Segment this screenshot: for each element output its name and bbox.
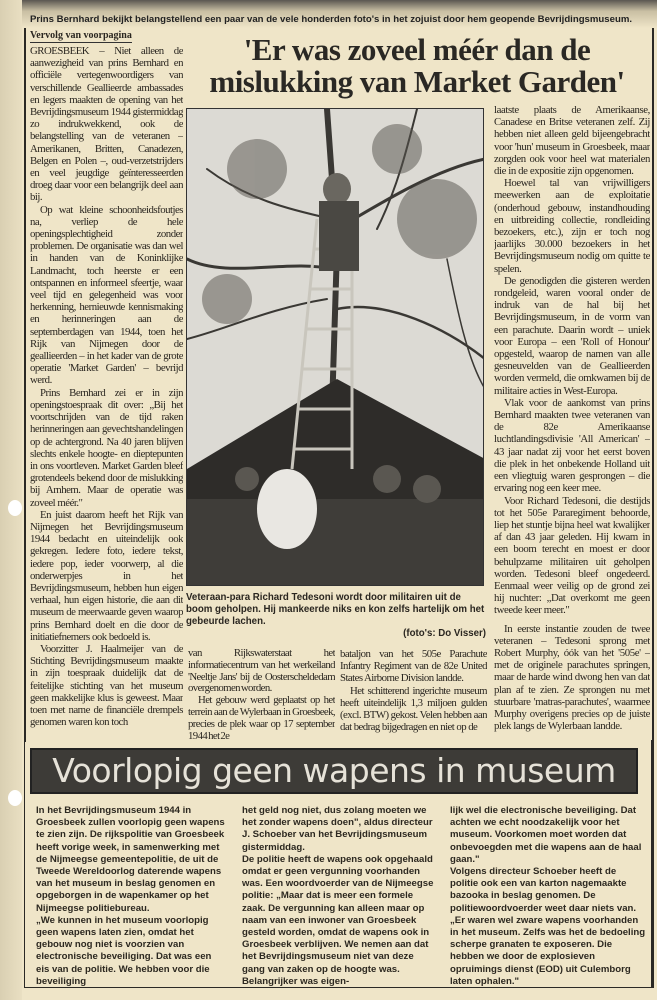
punch-hole — [8, 790, 22, 806]
paragraph: Voorzitter J. Haalmeijer van de Stichting Bevrijdingsmuseum maakte in zijn toespraak duidelijk dat de feitelijke stichting van het museum geen makkelijke klus is geweest. Maar toen met name de financiële drempels genomen waren kon toch — [30, 642, 183, 729]
news-photo — [186, 108, 484, 586]
middle-column-a — [188, 648, 335, 742]
clipping-edge — [0, 0, 22, 1000]
paragraph: In het Bevrijdingsmuseum 1944 in Groesbeek zullen voorlopig geen wapens te zien zijn. De rijkspolitie van Groesbeek heeft vorige week, in samenwerking met de Nijmeegse gemeentepolitie, de uit de Tweede Wereldoorlog daterende wapens van het museum in beslag genomen en opgeborgen in de wapenkamer op het Nijmeegse politiebureau. — [36, 805, 225, 914]
paragraph: Vlak voor de aankomst van prins Bernhard maakten twee veteranen van de 82e Amerikaanse luchtlandingsdivisie 'All American' – 43 jaar nadat zij voor het eerst boven die plek in het onbekende Holland uit een vliegtuig waren gesprongen – die ervaring nog een keer mee. — [494, 396, 650, 495]
box-column-1 — [36, 805, 226, 987]
headline: 'Er was zoveel méér dan de mislukking van Market Garden' — [209, 32, 625, 99]
middle-column-b — [340, 648, 487, 742]
left-column — [30, 45, 183, 742]
top-photo-caption: Prins Bernhard bekijkt belangstellend een paar van de vele honderden foto's in het zojuist door hem geopende Bevrijdingsmuseum. — [30, 14, 633, 25]
paragraph: In eerste instantie zouden de twee veteranen – Tedesoni sprong met Robert Murphy, óók van het '505e' – met de originele parachutes springen, maar de harde wind dwong hen van dat plan af te zien. Ze sprongen nu met stuurbare 'matras-parachutes', waarmee Murphy overigens precies op de juiste plek langs de Wylerbaan landde. — [494, 622, 650, 733]
photo-veteran-on-ladder — [187, 109, 484, 586]
photo-credit: (foto's: Do Visser) — [403, 628, 486, 639]
kicker: Vervolg van voorpagina — [30, 30, 132, 41]
paragraph: De genodigden die gisteren werden rondgeleid, waren vooral onder de indruk van de hal bij het Bevrijdingsmuseum, in de vorm van een parachute. Daarin wordt – uniek voor Europa – een 'Roll of Honour' opgesteld, waarop de namen van alle gesneuvelden van de Geallieerden worden vermeld, die omkwamen bij de militaire acties in West-Europa. — [494, 274, 650, 397]
right-column — [494, 104, 650, 744]
paragraph: GROESBEEK – Niet alleen de aanwezigheid van prins Bernhard en officiële vertegenwoordigers van verschillende Geallieerde ambassades en legers maakten de opening van het Bevrijdingsmuseum 1944 gistermiddag zo indrukwekkend, ook de belangstelling van de veteranen – Amerikanen, Britten, Canadezen, Belgen en Polen –, oud-verzetstrijders en veel jeugdige geïnteresseerden droeg daar voor een belangrijk deel aan bij. — [30, 45, 183, 204]
left-rule — [24, 28, 26, 742]
paragraph: van Rijkswaterstaat het informatiecentrum van het werkeiland 'Neeltje Jans' bij de Oosterscheldedam overgenomen worden. — [188, 648, 335, 695]
paragraph: Volgens directeur Schoeber heeft de politie ook een van karton nagemaakte bazooka in beslag genomen. De politiewoordvoerder weet daar niets van. „Er waren wel zware wapens voorhanden in het museum. Zelfs was het de bedoeling scherpe granaten te exposeren. Die hebben we door de explosieven opruimings dienst (EOD) uit Culemborg laten ophalen." — [450, 866, 646, 987]
paragraph: En juist daarom heeft het Rijk van Nijmegen het Bevrijdingsmuseum 1944 bedacht en uiteindelijk ook gekregen. Iedere foto, iedere tekst, iedere pop, ieder voorwerp, al die onderwerpjes in het Bevrijdingsmuseum, hebben hun eigen verhaal, hun eigen historie, die aan dit museum de meerwaarde geven waarop prins Bernhard doelt en die door de initiatiefnemers ook bedoeld is. — [30, 508, 183, 643]
paragraph: De politie heeft de wapens ook opgehaald omdat er geen vergunning voorhanden was. Een woordvoerder van de Nijmeegse politie: „Maar dat is meer een formele zaak. De vergunning kan alleen maar op naam van een inwoner van Groesbeek gesteld worden, omdat de wapens ook in Groesbeek verblijven. We nemen aan dat het Bevrijdingsmuseum niet van deze gang van zaken op de hoogte was. Belangrijker was eigen- — [242, 853, 434, 987]
right-rule — [652, 28, 654, 988]
photo-caption — [186, 592, 486, 640]
paragraph: Het gebouw werd geplaatst op het terrein aan de Wylerbaan in Groesbeek, precies de plek waar op 17 september 1944 het 2e — [188, 694, 335, 742]
paragraph: Op wat kleine schoonheidsfoutjes na, verliep de hele openingsplechtigheid zonder problemen. De organisatie was dan wel in handen van de Koninklijke Landmacht, toch heerste er een ontspannen en informeel sfeertje, waar veel tijd en gelegenheid was voor herkenning, hernieuwde kennismaking en herinneringen aan de septemberdagen van 1944, toen het Rijk van Nijmegen door de geallieerden – in het kader van de grote operatie 'Market Garden' – bevrijd werd. — [30, 203, 183, 387]
paragraph: Prins Bernhard zei er in zijn openingstoespraak dit over: „Bij het voortschrijden van de tijd raken herinneringen aan gevechtshandelingen op de achtergrond. Na 40 jaren blijven slechts enkele hoogte- en dieptepunten in ons voortleven. Market Garden bleef grotendeels bekend door de mislukking bij Arnhem. Maar de operatie was zoveel méér." — [30, 386, 183, 509]
caption-text: Veteraan-para Richard Tedesoni wordt door militairen uit de boom geholpen. Hij mankeerde niks en kon zelfs hartelijk om het gebeurde lachen. — [186, 592, 485, 627]
paragraph: „We kunnen in het museum voorlopig geen wapens laten zien, omdat het gebouw nog niet is voorzien van electronische beveiliging. Dat was een eis van de politie. We hebben voor die beveiliging — [36, 914, 212, 987]
paragraph: laatste plaats de Amerikaanse, Canadese en Britse veteranen zelf. Zij hebben niet alleen geld bijeengebracht voor 'hun' museum in Groesbeek, maar zorgden ook voor heel wat materialen die in de expositie zijn opgenomen. — [494, 104, 650, 178]
punch-hole — [8, 500, 22, 516]
paragraph: Hoewel tal van vrijwilligers meewerken aan de exploitatie (onderhoud gebouw, instandhouding en uitbreiding collectie, rondleiding bezoekers, etc.), zijn er toch nog jaarlijks 30.000 bezoekers in het Bevrijdingsmuseum nodig om quitte te spelen. — [494, 177, 650, 275]
paragraph: Het schitterend ingerichte museum heeft uiteindelijk 1,3 miljoen gulden (excl. BTW) gekost. Velen hebben aan dat bedrag bijgedragen en niet op de — [340, 684, 487, 734]
box-column-2 — [242, 805, 436, 987]
paragraph: het geld nog niet, dus zolang moeten we het zonder wapens doen", aldus directeur J. Schoeber van het Bevrijdingsmuseum gistermiddag. — [242, 805, 433, 853]
paragraph: Voor Richard Tedesoni, die destijds tot het 505e Pararegiment behoorde, liep het stuntje bijna heel wat kwalijker af dan 43 jaar geleden. Hij kwam in een boom terecht en moest er door behulpzame militairen uit geholpen worden. Tedesoni bleef ongedeerd. Eenmaal weer veilig op de grond zei hij nuchter: „Dat overkomt me geen tweede keer meer." — [494, 494, 650, 617]
paragraph: bataljon van het 505e Parachute Infantry Regiment van de 82e United States Airborne Division landde. — [340, 648, 487, 685]
sidebar-banner-title: Voorlopig geen wapens in museum — [30, 748, 638, 794]
paragraph: lijk wel die electronische beveiliging. Dat achten we echt noodzakelijk voor het museum. Voorkomen moet worden dat onbevoegden met die wapens aan de haal gaan." — [450, 805, 642, 865]
box-column-3 — [450, 805, 646, 987]
